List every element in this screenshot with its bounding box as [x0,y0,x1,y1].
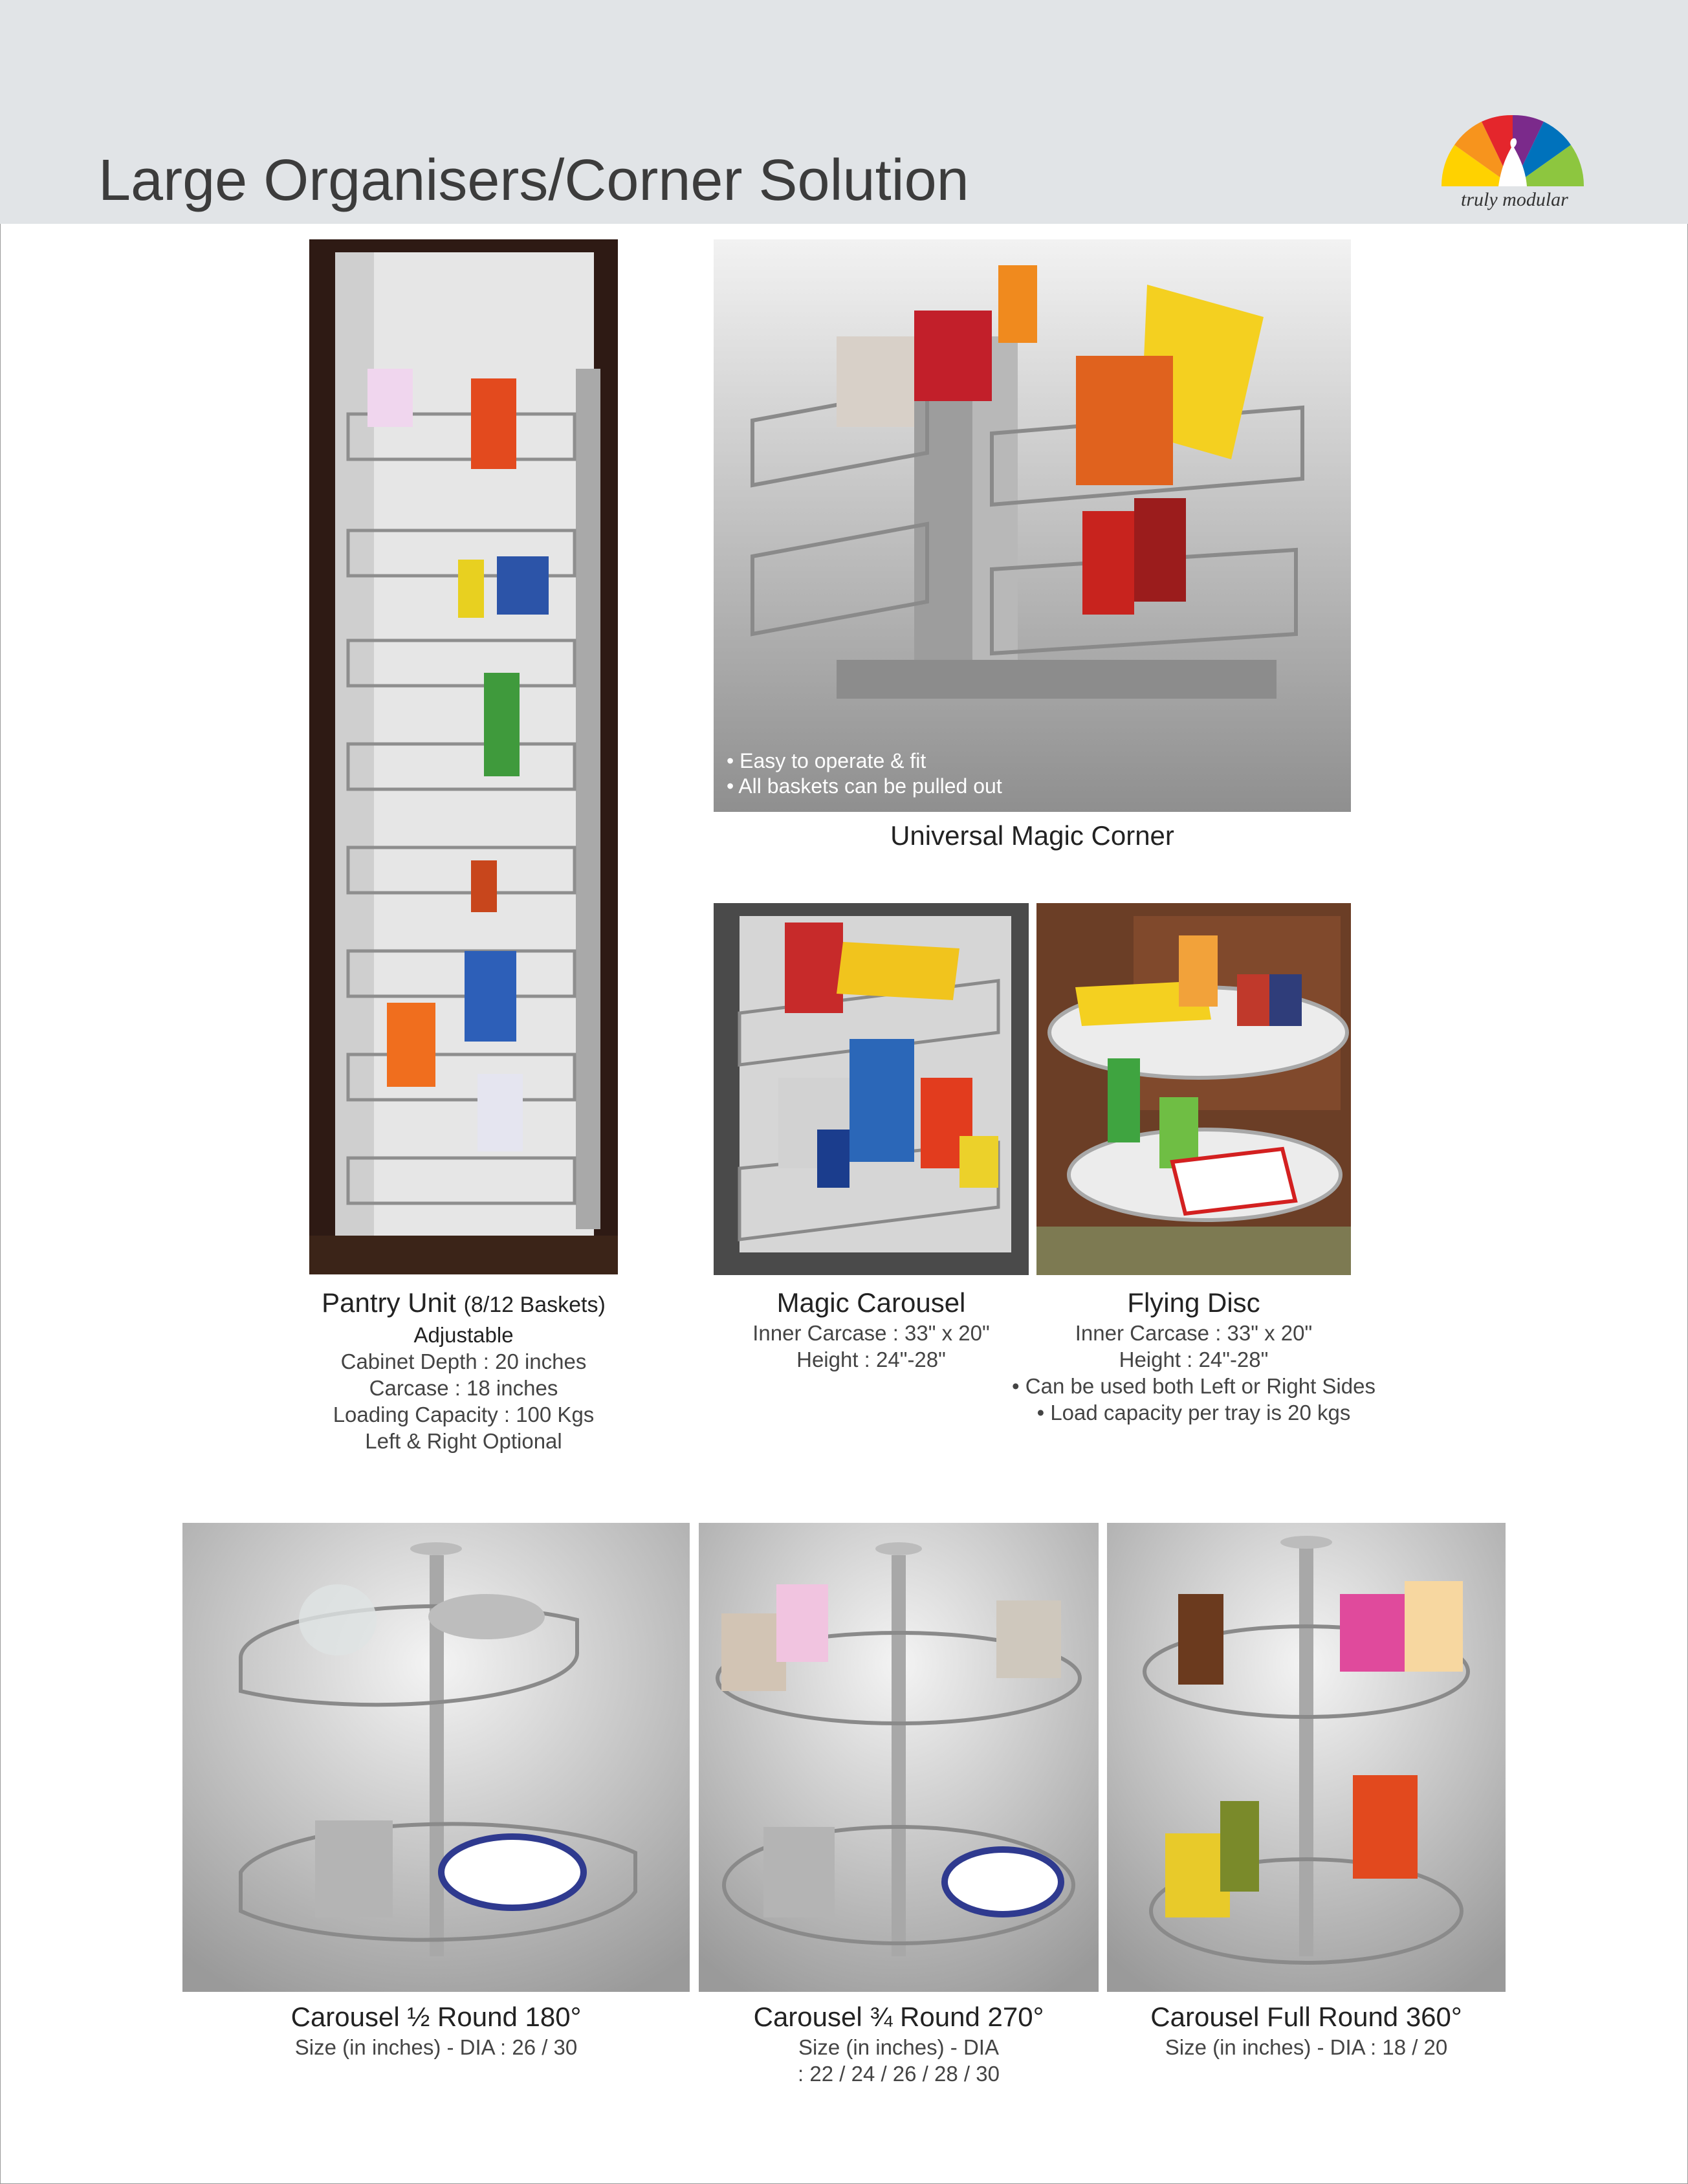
flying-disc-spec: • Load capacity per tray is 20 kgs [1036,1401,1351,1425]
carousel-three-quarter-round-title: Carousel ¾ Round 270° [753,2002,1044,2032]
flying-disc-spec: Height : 24"-28" [1119,1348,1269,1371]
carousel-full-round-spec: Size (in inches) - DIA : 18 / 20 [1165,2035,1448,2059]
pantry-unit-photo [309,239,618,1274]
flying-disc-title: Flying Disc [1127,1287,1260,1318]
magic-corner-title: Universal Magic Corner [890,820,1174,851]
pantry-unit-spec: Left & Right Optional [365,1429,562,1453]
carousel-three-quarter-round-caption [699,2000,1099,2087]
magic-corner-caption [714,819,1351,853]
flying-disc-spec: • Can be used both Left or Right Sides [1012,1374,1376,1398]
carousel-half-round-photo [182,1523,690,1992]
magic-corner-notes [727,748,1002,799]
pantry-unit-title: Pantry Unit (8/12 Baskets) [322,1287,606,1318]
pantry-unit-spec: Loading Capacity : 100 Kgs [333,1403,595,1426]
carousel-half-round-title: Carousel ½ Round 180° [290,2002,582,2032]
magic-corner-note: • All baskets can be pulled out [727,774,1002,798]
flying-disc-spec: Inner Carcase : 33" x 20" [1075,1321,1313,1345]
flying-disc-photo [1036,903,1351,1275]
flying-disc-caption [983,1286,1404,1426]
magic-carousel-title: Magic Carousel [776,1287,966,1318]
pantry-unit-caption [285,1286,642,1454]
carousel-full-round-title: Carousel Full Round 360° [1150,2002,1462,2032]
carousel-three-quarter-round-spec: : 22 / 24 / 26 / 28 / 30 [798,2062,1000,2086]
page-title: Large Organisers/Corner Solution [98,148,969,213]
magic-corner-photo [714,239,1351,812]
magic-corner-note: • Easy to operate & fit [727,749,926,772]
carousel-full-round-caption [1107,2000,1506,2060]
carousel-three-quarter-round-spec: Size (in inches) - DIA [798,2035,999,2059]
carousel-three-quarter-round-photo [699,1523,1099,1992]
magic-carousel-photo [714,903,1029,1275]
pantry-unit-spec: Carcase : 18 inches [369,1376,558,1400]
magic-carousel-spec: Height : 24"-28" [796,1348,946,1371]
carousel-full-round-photo [1107,1523,1506,1992]
carousel-half-round-spec: Size (in inches) - DIA : 26 / 30 [294,2035,578,2059]
pantry-unit-spec: Cabinet Depth : 20 inches [340,1349,587,1373]
magic-carousel-caption [714,1286,1029,1373]
magic-carousel-spec: Inner Carcase : 33" x 20" [752,1321,990,1345]
brand-tagline: truly modular [1461,189,1568,210]
carousel-half-round-caption [182,2000,690,2060]
pantry-unit-spec: Adjustable [413,1323,514,1347]
